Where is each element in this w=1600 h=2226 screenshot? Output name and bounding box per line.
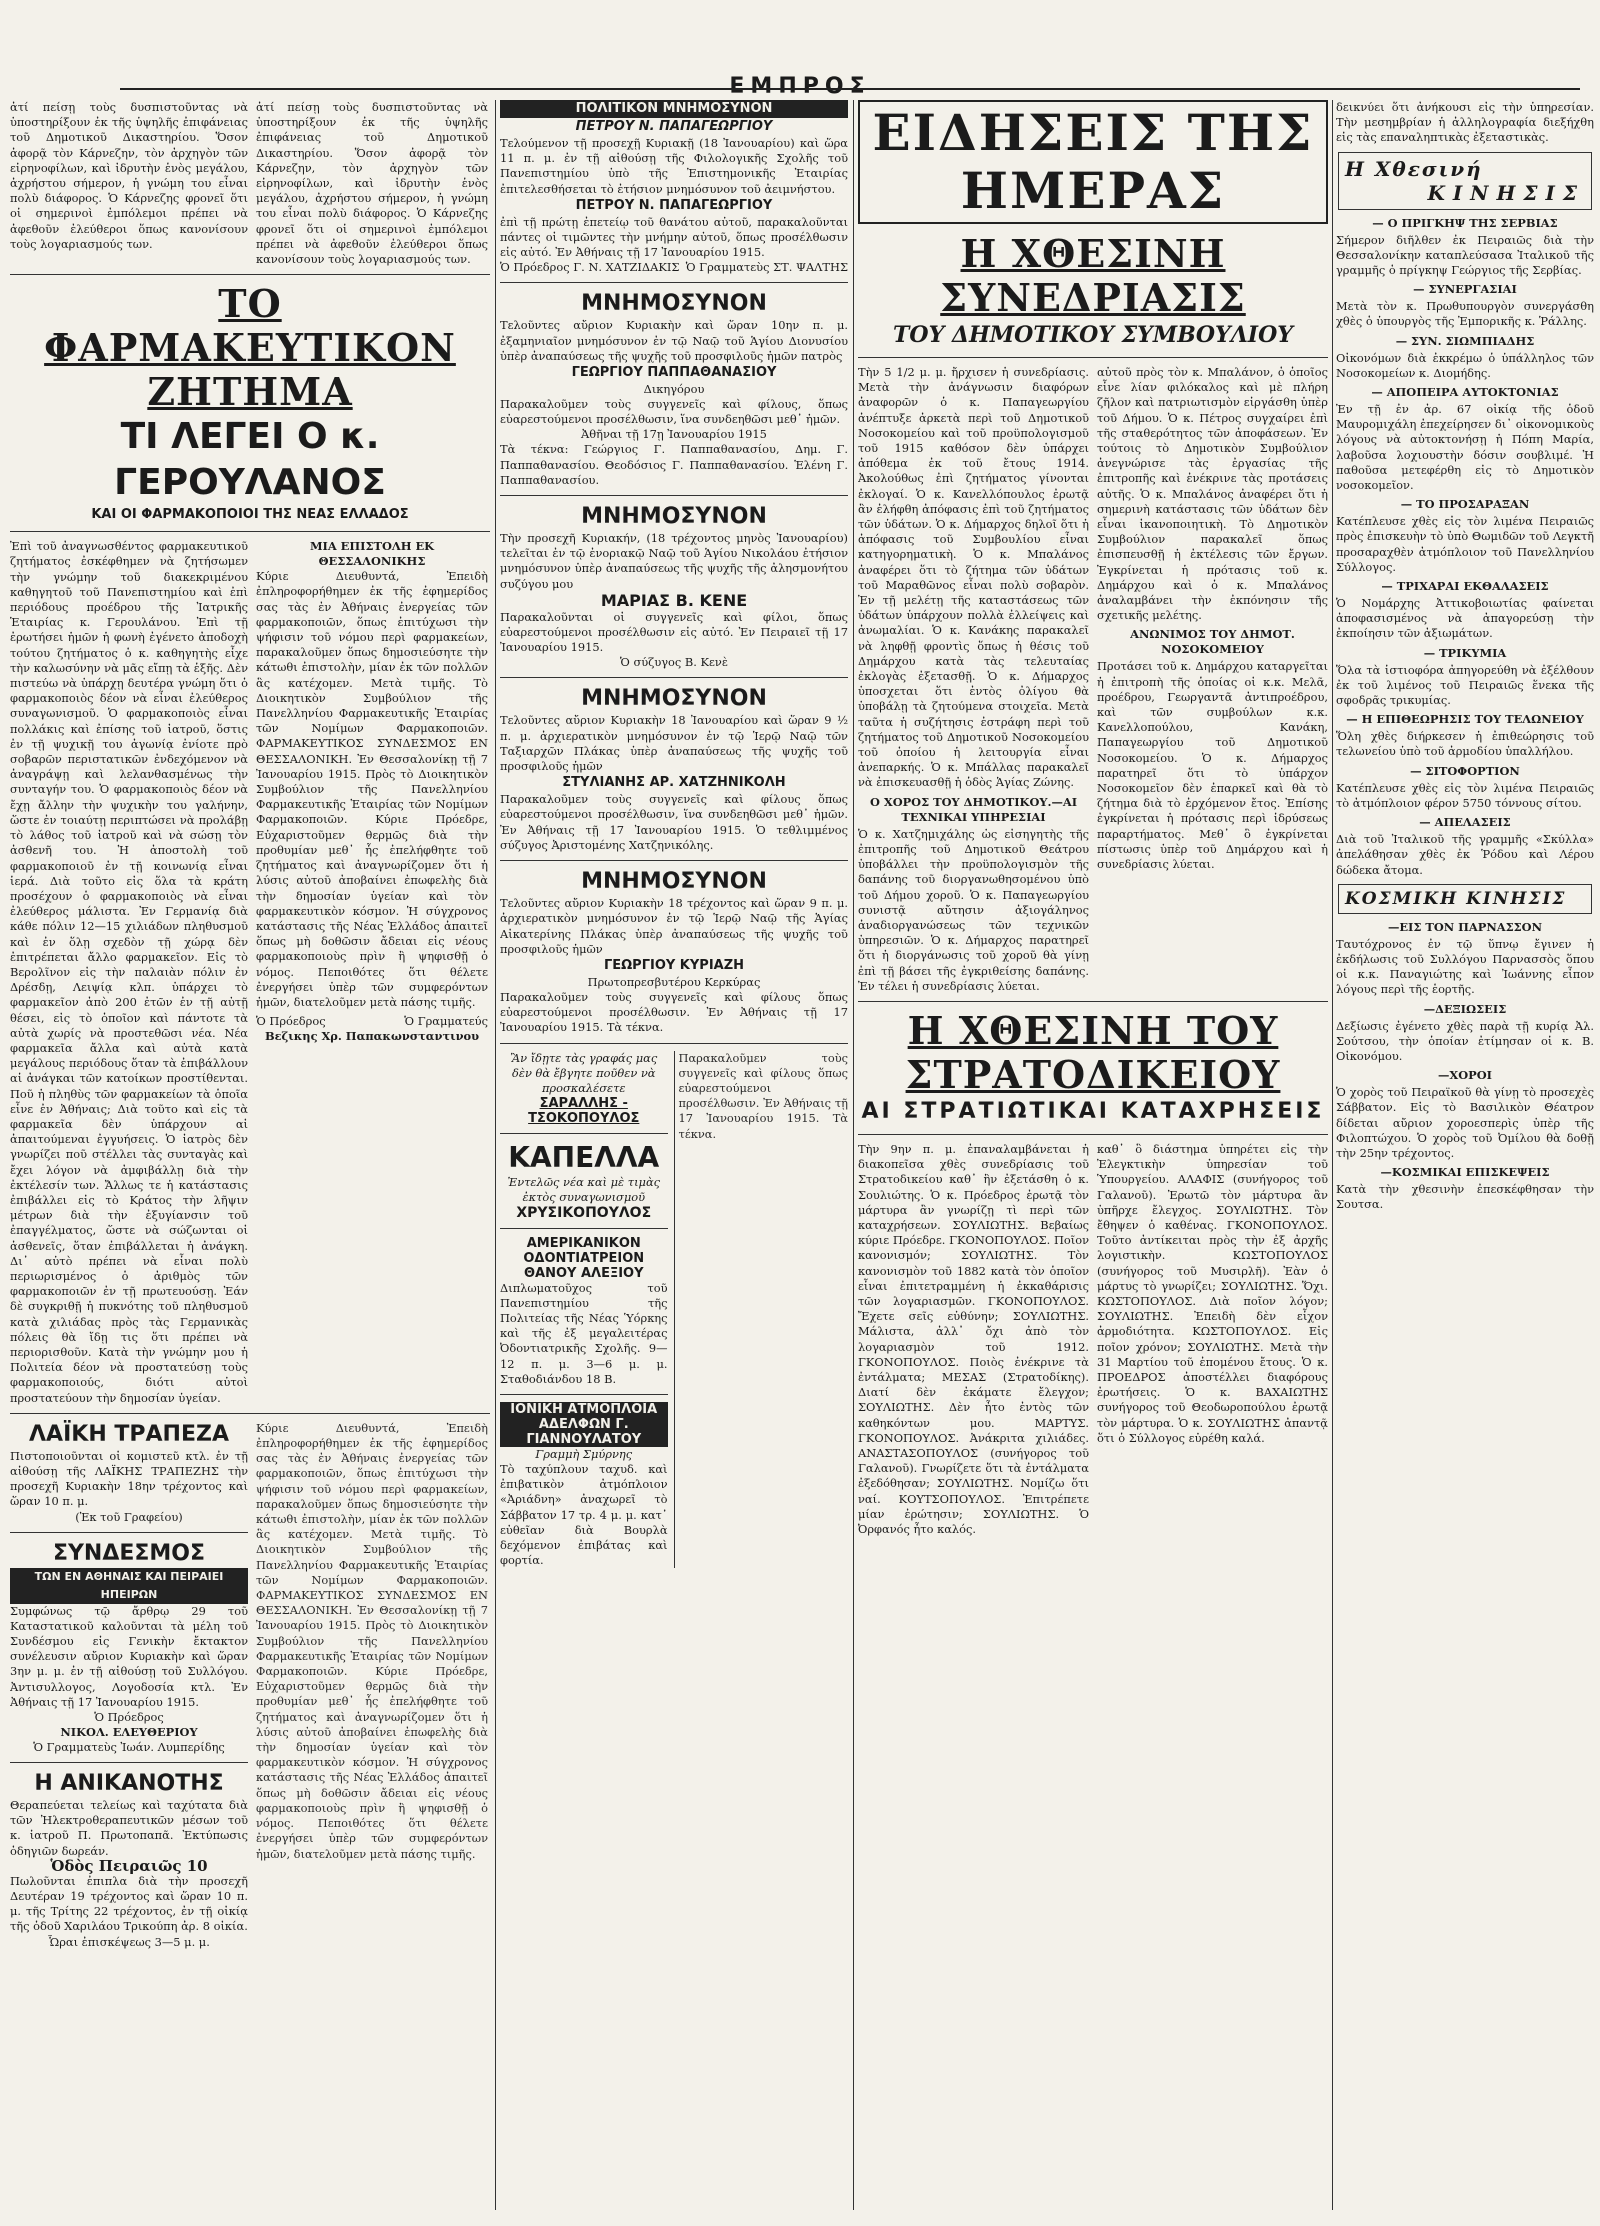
- news-item-text: Κατὰ τὴν χθεσινὴν ἐπεσκέφθησαν τὴν Σουτσα.: [1336, 1182, 1594, 1212]
- memorial-4-text-2: Παρακαλοῦμεν τοὺς συγγενεῖς καὶ φίλους ὅπως εὐαρεστούμενοι προσέλθωσιν, ἵνα συνδεηθῶσι μεθ᾽ ἡμῶν. Ἐν Ἀθήναις τῇ 17 Ἰανουαρίου 1915. Ὁ τεθλιμμένος σύζυγος Ἀριστομένης Χατζηνικόλης.: [500, 792, 848, 852]
- memorial-4-title: ΜΝΗΜΟΣΥΝΟΝ: [581, 686, 767, 712]
- ad-3-title: ΑΜΕΡΙΚΑΝΙΚΟΝ ΟΔΟΝΤΙΑΤΡΕΙΟΝ ΘΑΝΟΥ ΑΛΕΞΙΟΥ: [523, 1235, 645, 1281]
- column-4: [1336, 100, 1594, 2210]
- news-item-text: Κατέπλευσε χθὲς εἰς τὸν λιμένα Πειραιῶς πρὸς ἐπισκευὴν τὸ ὑπὸ Θωμιδῶν τοῦ Λεγκτῆ προσαραχθὲν ἀτμόπλοιον τοῦ Πανελληνίου Σύλλογος.: [1336, 514, 1594, 574]
- council-article-left-2: Ὁ κ. Χατζημιχάλης ὡς εἰσηγητὴς τῆς ἐπιτροπῆς τοῦ Δημοτικοῦ Θεάτρου ὑποβάλλει τὴν προϋπολογισμὸν τῆς δαπάνης τοῦ διοργανωθησομένου ὑπὸ τοῦ Δήμου χοροῦ. Ὁ κ. Παπαγεωργίου συνιστᾷ αὔτησιν ἀξιογάληνος ἀναδιοργανώσεως τῶν τεχνικῶν ὑπηρεσιῶν. Ὁ κ. Δήμαρχος παρατηρεῖ ὅτι ἡ διοργάνωσις τοῦ χοροῦ θὰ γίνῃ ἐπὶ τῇ βάσει τῆς ἐγκριθείσης δαπάνης. Ἐν τέλει ἡ συνεδρίασις λύεται.: [858, 826, 1089, 993]
- memorial-1-sign-right: Ὁ Γραμματεὺς ΣΤ. ΨΑΛΤΗΣ: [685, 260, 848, 275]
- news-item-heading: — Η ΕΠΙΘΕΩΡΗΣΙΣ ΤΟΥ ΤΕΛΩΝΕΙΟΥ: [1346, 712, 1584, 727]
- masthead: [0, 0, 1600, 98]
- news-item-heading: —ΚΟΣΜΙΚΑΙ ΕΠΙΣΚΕΨΕΙΣ: [1380, 1165, 1550, 1180]
- news-item-heading: — Ο ΠΡΙΓΚΗΨ ΤΗΣ ΣΕΡΒΙΑΣ: [1372, 215, 1558, 230]
- section-heading-box: [1338, 152, 1592, 210]
- news-items: [1336, 216, 1594, 878]
- memorial-5-role: Πρωτοπρεσβυτέρου Κερκύρας: [587, 974, 761, 989]
- pharma-article-right-continued: Κύριε Διευθυντά, Ἐπειδὴ ἐπληροφορήθημεν ἐκ τῆς ἐφημερίδος σας τὰς ἐν Ἀθήναις ἐνεργείας τῶν φαρμακοποιῶν, ὅπως ἐπιτύχωσι τὴν ψήφισιν τοῦ νόμου περὶ φαρμακείων, παρακαλοῦμεν ὅπως δημοσιεύσητε τὴν κάτωθι ἐπιστολὴν, μίαν ἐκ τῶν πολλῶν ἃς κατέχομεν. Μετὰ τιμῆς. Τὸ Διοικητικὸν Συμβούλιον τῆς Πανελληνίου Φαρμακευτικῆς Ἑταιρίας τῶν Νομίμων Φαρμακοποιῶν. ΦΑΡΜΑΚΕΥΤΙΚΟΣ ΣΥΝΔΕΣΜΟΣ ΕΝ ΘΕΣΣΑΛΟΝΙΚΗ. Ἐν Θεσσαλονίκῃ τῇ 7 Ἰανουαρίου 1915. Πρὸς τὸ Διοικητικὸν Συμβούλιον τῆς Πανελληνίου Φαρμακευτικῆς Ἑταιρίας τῶν Νομίμων Φαρμακοποιῶν. Κύριε Πρόεδρε, Εὐχαριστοῦμεν θερμῶς διὰ τὴν προθυμίαν μεθ᾽ ἧς ἐπελήφθητε τοῦ ζητήματος καὶ ἀναγνωρίζομεν ὅτι ἡ λύσις αὐτοῦ ἀποβαίνει ἐπωφελὴς διὰ τὴν δημοσίαν ὑγείαν καὶ τὸν φαρμακευτικὸν κόσμον. Ἡ σύγχρονος κατάστασις τῆς Νέας Ἑλλάδος ἀπαιτεῖ ὅπως μὴ δοθῶσιν ἄδειαι εἰς νέους φαρμακοποιοὺς πρὶν ἢ ψηφισθῇ ὁ νόμος. Πεποιθότες ὅτι θέλετε ἐνεργήσει ὑπὲρ τῶν συμφερόντων ἡμῶν, διατελοῦμεν μετὰ πάσης τιμῆς.: [256, 1420, 488, 1861]
- ad-bank-title: ΛΑΪΚΗ ΤΡΑΠΕΖΑ: [29, 1421, 229, 1447]
- memorial-2-sign: Τὰ τέκνα: Γεώργιος Γ. Παππαθανασίου, Δημ. Γ. Παππαθανασίου. Θεοδόσιος Γ. Παππαθανασίου. Ἑλένη Γ. Παππαθανασίου.: [500, 442, 848, 487]
- memorial-1-name: ΠΕΤΡΟΥ Ν. ΠΑΠΑΓΕΩΡΓΙΟΥ: [575, 119, 773, 134]
- memorial-1-name-2: ΠΕΤΡΟΥ Ν. ΠΑΠΑΓΕΩΡΓΙΟΥ: [575, 197, 773, 213]
- subhead-pharma-2: ΚΑΙ ΟΙ ΦΑΡΜΑΚΟΠΟΙΟΙ ΤΗΣ ΝΕΑΣ ΕΛΛΑΔΟΣ: [91, 507, 409, 523]
- column-4-continuation: δεικνύει ὅτι ἀνήκουσι εἰς τὴν ὑπηρεσίαν. Τὴν μεσημβρίαν ἡ ἀλληλογραφία διεξήχθη εἰς τὰς επαναληπτικὰς ἐξεταστικὰς.: [1336, 100, 1594, 145]
- council-left-subheading: Ο ΧΟΡΟΣ ΤΟΥ ΔΗΜΟΤΙΚΟΥ.—ΑΙ ΤΕΧΝΙΚΑΙ ΥΠΗΡΕΣΙΑΙ: [869, 794, 1078, 824]
- ad-incap-title: Η ΑΝΙΚΑΝΟΤΗΣ: [34, 1771, 224, 1797]
- memorial-5-text-continued: Παρακαλοῦμεν τοὺς συγγενεῖς καὶ φίλους ὅπως εὐαρεστούμενοι προσέλθωσιν. Ἐν Ἀθήναις τῇ 17 Ἰανουαρίου 1915. Τὰ τέκνα.: [678, 1050, 848, 1141]
- section-heading-2: ΚΙΝΗΣΙΣ: [1427, 180, 1585, 205]
- news-item-text: Σήμερον διῆλθεν ἐκ Πειραιῶς διὰ τὴν Θεσσαλονίκην καταπλεύσασα Ἰταλικοῦ τῆς γραμμῆς ὁ πρίγκηψ Γεώργιος τῆς Σερβίας.: [1336, 232, 1594, 278]
- memorial-1-text: Τελούμενον τῇ προσεχῇ Κυριακῇ (18 Ἰανουαρίου) καὶ ὥρα 11 π. μ. ἐν τῇ αἰθούσῃ τῆς Φιλολογικῆς Σχολῆς τοῦ Πανεπιστημίου ὑπὸ τῆς Ἐπιστημονικῆς Ἑταιρίας ἐπιτελεσθήσεται τὸ ἐτήσιον μνημόσυνον τοῦ ἀειμνήστου.: [500, 136, 848, 196]
- social-items: [1336, 920, 1594, 1213]
- column-rule: [495, 100, 496, 2210]
- council-article-left: Τὴν 5 1/2 μ. μ. ἤρχισεν ἡ συνεδρίασις. Μετὰ τὴν ἀνάγνωσιν διαφόρων ἀναφορῶν ὁ κ. Παπαγεωργίου ἀνέπτυξε ἀρκετὰ περὶ τοῦ Δημοτικοῦ Νοσοκομείου καὶ τοῦ προϋπολογισμοῦ τοῦ 1915 καθόσον δὲν ὑπάρχει ἀπόθεμα ἐκ τοῦ ἔτους 1914. Ἀκολούθως ἐπὶ ζητήματος γίνονται ἐκλογαί. Ὁ κ. Κανελλόπουλος ἐρωτᾷ ἂν ἐλήφθη ἀπόφασις ἐπὶ τοῦ ζητήματος τῶν ὑδάτων. Ὁ κ. Δήμαρχος δηλοῖ ὅτι ἡ ἀπόφασις τοῦ Συμβουλίου εἶναι κατηγορηματικὴ. Ὁ κ. Μπαλάνος ἀναφέρει ὅτι τὸ ζήτημα τῶν ὑδάτων τοῦ Μαραθῶνος εἶναι πολὺ σοβαρὸν. Ἐν τῇ μελέτῃ τῆς καταστάσεως τῶν ὑδάτων ὑπάρχουν πολλὰ ἐλλείψεις καὶ ἀνωμαλίαι. Ὁ κ. Κανάκης παρακαλεῖ νὰ ληφθῇ φροντὶς ὅπως ἡ θέσις τοῦ Δημάρχου κατὰ τὰς τελευταίας ἐκλογὰς ἐξετασθῇ. Ὁ κ. Δήμαρχος ὑποσχεται ὅτι ἐντὸς ὀλίγου θὰ ὑποβάλῃ τὰ ζητούμενα στοιχεῖα. Μετὰ ταῦτα ἡ συζήτησις ἐστράφη περὶ τοῦ ζητήματος τοῦ Δημοτικοῦ Νοσοκομείου τοῦ ὁποίου ἡ λειτουργία εἶναι ἀνεπαρκής. Ὁ κ. Μπάλλας παρακαλεῖ νὰ ἐπισκευασθῇ ἡ ὁδὸς Ἁγίας Ζώνης.: [858, 365, 1089, 790]
- court-headline: Η ΧΘΕΣΙΝΗ ΤΟΥ ΣΤΡΑΤΟΔΙΚΕΙΟΥ: [905, 1007, 1281, 1097]
- council-right-subheading: ΑΝΩΝΙΜΟΣ ΤΟΥ ΔΗΜΟΤ. ΝΟΣΟΚΟΜΕΙΟΥ: [1130, 627, 1295, 657]
- memorial-2-text: Τελοῦντες αὔριον Κυριακὴν καὶ ὥραν 10ην π. μ. ἐξαμηνιαῖον μνημόσυνον ἐν τῷ Ναῷ τοῦ Ἁγίου Διονυσίου ὑπὲρ ἀναπαύσεως τῆς ψυχῆς τοῦ προσφιλοῦς ἡμῶν πατρὸς: [500, 318, 848, 363]
- masthead-rule: [120, 88, 1580, 90]
- social-heading: ΚΟΣΜΙΚΗ ΚΙΝΗΣΙΣ: [1345, 888, 1567, 909]
- news-item-text: Δεξίωσις ἐγένετο χθὲς παρὰ τῇ κυρίᾳ Ἀλ. Σούτσου, τὴν ὁποίαν ἐτίμησαν οἱ κ. Β. Οἰκονόμου.: [1336, 1018, 1594, 1063]
- news-item-text: Οἰκονόμων διὰ ἐκκρέμω ὁ ὑπάλληλος τῶν Νοσοκομείων κ. Διομήδης.: [1336, 350, 1594, 380]
- memorial-5-text-2: Παρακαλοῦμεν τοὺς συγγενεῖς καὶ φίλους ὅπως εὐαρεστούμενοι προσέλθωσιν. Ἐν Ἀθήναις τῇ 17 Ἰανουαρίου 1915. Τὰ τέκνα.: [500, 989, 848, 1035]
- headline-pharma: ΤΟ ΦΑΡΜΑΚΕΥΤΙΚΟΝ ΖΗΤΗΜΑ: [44, 281, 456, 415]
- pharma-article-left: Ἐπὶ τοῦ ἀναγνωσθέντος φαρμακευτικοῦ ζητήματος ἐσκέφθημεν νὰ ζητήσωμεν τὴν γνώμην τοῦ διακεκριμένου καθηγητοῦ τοῦ Πανεπιστημίου καὶ ἐπὶ περιόδους προέδρου τῆς Ἰατρικῆς Ἑταιρίας κ. Γερουλάνου. Ἐπὶ τῇ ἐρωτήσει ἡμῶν ἡ φωνὴ ἐγένετο ἀποδοχὴ τούτου ζητήματος ὁ κ. καθηγητὴς εἶχε τὴν καλωσύνην νὰ μᾶς εἴπῃ τὰ ἑξῆς. Δὲν πιστεύω νὰ ὑπάρχῃ δευτέρα γνώμη ὅτι ὁ φαρμακοποιὸς δέον νὰ εἶναι ἐλεύθερος συναγωνισμοῦ. Ὁ φαρμακοποιὸς εἶναι πολλάκις καὶ ἐπίσης τοῦ ἰατροῦ, ὅστις ἐν τῇ ψυχικῇ του ἀγωνίᾳ ἐνίοτε πρὸ σοβαρῶν περιστατικῶν ἐνδεχόμενον νὰ ἀναγράψῃ καὶ λελανθασμένως τὴν συνταγήν του. Ὁ φαρμακοποιὸς δέον νὰ ἔχῃ ἄλλην τὴν ψυχικὴν του γαλήνην, ὥστε ἐν τοιαύτῃ περιπτώσει νὰ προλάβῃ τὸ λάθος τοῦ ἰατροῦ καὶ νὰ σώσῃ τὸν ἀσθενῆ του. Ἡ ἀποστολὴ τοῦ φαρμακοποιοῦ ἐν τῇ κοινωνίᾳ εἶναι ἱερά. Διὰ τοῦτο εἰς ὅλα τὰ κράτη προσέχουν ὁ φαρμακοποιὸς νὰ εἶναι ἐλεύθερος μάλιστα. Ἐν Γερμανίᾳ διὰ κάθε πόλιν 12—15 χιλιάδων πληθυσμοῦ καὶ ἐν ὅλῃ σχεδὸν τῇ χώρᾳ δὲν ἐπιτρέπεται ἄλλο φαρμακεῖον. Εἰς τὸ Βερολῖνον εἰς τὴν παλαιὰν πόλιν ἐν Δρέσδῃ, Λειψίᾳ κλπ. ὑπάρχει τὸ φαρμακεῖον ἀπὸ 200 ἐτῶν ἐν τῇ αὐτῇ θέσει, εἰς τὸ ὁποῖον καὶ πάντοτε τὰ αὐτὰ χωρίς νὰ προστεθῶσι νέα. Νέα φαρμακεῖα ἄλλα καὶ αὐτὰ κατὰ μεγάλους περιόδους ὅταν τὰ ἐπιβάλλουν αἱ ἀνάγκαι τῶν κατοίκων προστίθενται. Ποῦ ἡ πληθὺς τῶν φαρμακείων τὰ ὁποῖα εἶνε ἐν Ἀθήναις; Διὰ τοῦτο καὶ εἰς τὰ φαρμακεῖα δὲν ὑπάρχουν αἱ ἀπαιτούμεναι ἐγγυήσεις. Ὁ ἰατρὸς δὲν γνωρίζει ποῦ στέλλει τὰς συνταγὰς καὶ ἔχει λόγον νὰ ἀμφιβάλλῃ διὰ τὴν ἐκτέλεσίν των. Ἄλλως τε ἡ κατάστασις ἐπιβάλλει εἰς τὸ Κράτος τὴν λῆψιν μέτρων διὰ τὴν ἐξυγίανσιν τοῦ ἐπαγγέλματος, ὥστε νὰ σώζωνται οἱ ἀσθενεῖς, ὅταν ἐπιβάλλεται ἡ ἀνάγκη. Δι᾽ αὐτὸ πρέπει νὰ εἶναι πολὺ περιωρισμένος ὁ ἀριθμὸς τῶν φαρμακοποιῶν ἐν τῇ πρωτευούσῃ. Ἐάν δὲ συγκριθῇ ἡ πυκνότης τοῦ πληθυσμοῦ κατὰ χιλιάδας πρὸς τὰς Γερμανικὰς πόλεις θὰ ἴδῃ τις ὅτι πρέπει νὰ περιορισθοῦν. Κατὰ τὴν γνώμην μου ἡ Πολιτεία δέον νὰ προστατεύσῃ τοὺς φαρμακοποιούς, διότι αὐτοὶ προστατεύουν τὴν δημοσίαν ὑγείαν.: [10, 539, 248, 1405]
- court-article-left: Τὴν 9ην π. μ. ἐπαναλαμβάνεται ἡ διακοπεῖσα χθὲς συνεδρίασις τοῦ Στρατοδικείου καθ᾽ ἣν ἐξετάσθη ὁ κ. Σουλιώτης. Ὁ κ. Πρόεδρος ἐρωτᾷ τὸν μάρτυρα ἂν γνωρίζῃ τὶ περὶ τῶν καταχρήσεων. ΣΟΥΛΙΩΤΗΣ. Βεβαίως κύριε Πρόεδρε. ΓΚΟΝΟΠΟΥΛΟΣ. Ποῖον κανονισμόν; ΣΟΥΛΙΩΤΗΣ. Τὸν κανονισμὸν τοῦ 1882 κατὰ τὸν ὁποῖον εἶναι ἐπιτετραμμένη ἡ ἐκκαθάρισις τῶν λογαριασμῶν. ΓΚΟΝΟΠΟΥΛΟΣ. Ἔχετε σεῖς εὐθύνην; ΣΟΥΛΙΩΤΗΣ. Μάλιστα, ἀλλ᾽ ὄχι ἀπὸ τὸν λογαριασμὸν τοῦ 1912. ΓΚΟΝΟΠΟΥΛΟΣ. Ποιὸς ἐνέκρινε τὰ ἐντάλματα; ΜΕΣΑΣ (Στρατοδίκης). Διατί δὲν ἐκάματε ἔλεγχον; ΣΟΥΛΙΩΤΗΣ. Δὲν ἦτο ἐντὸς τῶν καθηκόντων μου. ΜΑΡΤΥΣ. ΓΚΟΝΟΠΟΥΛΟΣ. Ἀνάκριτα χιλιάδες. ΑΝΑΣΤΑΣΟΠΟΥΛΟΣ (συνήγορος τοῦ Γαλανοῦ). Γνωρίζετε ὅτι τὰ ἐντάλματα ἐξεδόθησαν; ΣΟΥΛΙΩΤΗΣ. Νομίζω ὅτι ναί. ΚΟΥΤΣΟΠΟΥΛΟΣ. Ἐπιτρέπετε μίαν ἐρώτησιν; ΣΟΥΛΙΩΤΗΣ. Ὁ Ὀρφανός ἦτο καλός.: [858, 1141, 1089, 1536]
- news-item-heading: — ΣΥΝ. ΣΙΩΜΠΙΑΔΗΣ: [1395, 333, 1535, 348]
- ad-incap-address: Ὁδὸς Πειραιῶς 10: [50, 1856, 208, 1875]
- court-article-right: καθ᾽ ὃ διάστημα ὑπηρέτει εἰς τὴν Ἐλεγκτικὴν ὑπηρεσίαν τοῦ Ὑπουργείου. ΑΛΑΦΙΣ (συνήγορος τοῦ Γαλανοῦ). Ἐρωτῶ τὸν μάρτυρα ἂν ὑπῆρχε ἔλεγχος. ΣΟΥΛΙΩΤΗΣ. Τὸν ἔθηψεν ὁ καθένας. ΓΚΟΝΟΠΟΥΛΟΣ. Τοῦτο ἀντίκειται πρὸς τὴν ἐξ ἀρχῆς λογιστικὴν. ΚΩΣΤΟΠΟΥΛΟΣ (συνήγορος τοῦ Μυσιρλῆ). Ἐὰν ὁ μάρτυς τὸ γνωρίζει; ΣΟΥΛΙΩΤΗΣ. Ὅχι. ΚΩΣΤΟΠΟΥΛΟΣ. Διὰ ποῖον λόγον; ΣΟΥΛΙΩΤΗΣ. Ἐπειδὴ δὲν εἶχον ἀρμοδιότητα. ΚΩΣΤΟΠΟΥΛΟΣ. Εἰς ποῖον χρόνον; ΣΟΥΛΙΩΤΗΣ. Μετὰ τὴν 31 Μαρτίου τοῦ ἐπομένου ἔτους. Ὁ κ. ΠΡΟΕΔΡΟΣ ἀποστέλλει διαφόρους ἐρωτήσεις. Ὁ κ. ΒΑΧΑΙΩΤΗΣ συνήγορος τοῦ Θεοδωροπούλου ἐρωτᾷ τὸν μάρτυρα. Ὁ κ. ΣΟΥΛΙΩΤΗΣ ἀπαντᾷ ὅτι ὁ Σύλλογος εὐρέθη καλά.: [1097, 1141, 1328, 1445]
- letter-heading: ΜΙΑ ΕΠΙΣΤΟΛΗ ΕΚ ΘΕΣΣΑΛΟΝΙΚΗΣ: [309, 539, 435, 569]
- column-rule: [1332, 100, 1333, 2210]
- memorial-3-title: ΜΝΗΜΟΣΥΝΟΝ: [581, 504, 767, 530]
- memorial-2-role: Δικηγόρου: [643, 382, 705, 397]
- column-1: [10, 100, 490, 2210]
- news-item-heading: —ΕΙΣ ΤΟΝ ΠΑΡΝΑΣΣΟΝ: [1387, 919, 1543, 934]
- memorial-5-title: ΜΝΗΜΟΣΥΝΟΝ: [581, 869, 767, 895]
- signature-president: Ὁ Πρόεδρος: [256, 1014, 326, 1029]
- memorial-2-name: ΓΕΩΡΓΙΟΥ ΠΑΠΠΑΘΑΝΑΣΙΟΥ: [571, 365, 777, 381]
- council-headline: Η ΧΘΕΣΙΝΗ ΣΥΝΕΔΡΙΑΣΙΣ: [940, 231, 1246, 320]
- social-heading-box: [1338, 884, 1592, 914]
- news-item-heading: — ΑΠΕΛΑΣΕΙΣ: [1419, 815, 1511, 830]
- ad-union-title: ΣΥΝΔΕΣΜΟΣ: [52, 1540, 206, 1566]
- memorial-3-sign: Ὁ σύζυγος Β. Κενὲ: [620, 655, 728, 670]
- ad-1-text: Ἂν ἴδῃτε τὰς γραφάς μας δὲν θὰ ἔβγητε ποῦθεν νὰ προσκαλέσετε: [510, 1050, 658, 1095]
- council-article-right-2: Προτάσει τοῦ κ. Δημάρχου καταργεῖται ἡ ἐπιτροπὴ τῆς ὁποίας οἱ κ.κ. Μελᾶ, προέδρου, Γεωργαντᾶ ἀντιπροέδρου, καὶ τῶν συμβούλων κ.κ. Κανελλοπούλου, Κανάκη, Παπαγεωργίου τοῦ Δημοτικοῦ Νοσοκομείου. Ὁ κ. Δήμαρχος παρατηρεῖ ὅτι τὸ ὑπάρχον Νοσοκομεῖον δὲν ἐπαρκεῖ καὶ θὰ τὸ ζήτημα διὰ τὸ ἐρχόμενον ἔτος. Ἐπίσης ἐγκρίνεται ἡ πρότασις περὶ ἱδρύσεως παραρτήματος. Μεθ᾽ ὃ ἐγκρίνεται πίστωσις ὑπὲρ τοῦ Δημάρχου καὶ ἡ συνεδρίασις λύεται.: [1097, 659, 1328, 872]
- column-rule: [853, 100, 854, 2210]
- news-item-text: Ὅλα τὰ ἱστιοφόρα ἀπηγορεύθη νὰ ἐξέλθουν ἐκ τοῦ λιμένος τοῦ Πειραιῶς ἕνεκα τῆς σφοδρᾶς τρικυμίας.: [1336, 662, 1594, 708]
- ad-incap-text: Θεραπεύεται τελείως καὶ ταχύτατα διὰ τῶν Ἠλεκτροθεραπευτικῶν μέσων τοῦ κ. ἰατροῦ Π. Πρωτοπαπᾶ. Ἐκτύπωσις ὁδηγιῶν δωρεάν.: [10, 1798, 248, 1858]
- article-continuation: ἀτί πείσῃ τοὺς δυσπιστοῦντας νὰ ὑποστηρίξουν ἐκ τῆς ὑψηλῆς ἐπιφάνειας τοῦ Δημοτικοῦ Δικαστηρίου. Ὅσον ἀφορᾷ τὸν Κάρνεζην, τὸν ἀρχηγὸν τῶν εἰρηνοφίλων, καὶ ἰδρυτὴν ἑνὸς μεγάλου, ἀχρήστου σήμερον, ἡ γνώμη του εἶναι πολὺ διάφορος. Ὁ Κάρνεζης φρονεῖ ὅτι οἱ σημερινοὶ ἐμπόλεμοι πρέπει νὰ ἀφεθοῦν ἐλεύθεροι ὅπως κανονίσουν τοὺς λογαριασμούς των.: [10, 100, 248, 251]
- ad-incap-hours: Ὧραι ἐπισκέψεως 3—5 μ. μ.: [48, 1934, 210, 1949]
- ad-2-name: ΧΡΥΣΙΚΟΠΟΥΛΟΣ: [516, 1204, 652, 1221]
- memorial-5-name: ΓΕΩΡΓΙΟΥ ΚΥΡΙΑΖΗ: [603, 957, 745, 973]
- memorial-2-date: Ἀθῆναι τῇ 17ῃ Ἰανουαρίου 1915: [581, 427, 767, 442]
- news-item-text: Ἐν τῇ ἐν ἀρ. 67 οἰκίᾳ τῆς ὁδοῦ Μαυρομιχάλη ἐπεχείρησεν δι᾽ οἰκονομικοὺς λόγους νὰ αὐτοκτονήσῃ ἡ Πόπη Μαρία, λαβοῦσα λοχιουστὴν δόσιν σουβλιμέ. Ἡ παθοῦσα μετεφέρθη εἰς τὸ Δημοτικὸν νοσοκομεῖον.: [1336, 402, 1594, 493]
- ad-incap-text-2: Πωλοῦνται ἐπιπλα διὰ τὴν προσεχῆ Δευτέραν 19 τρέχοντος καὶ ὥραν 10 π. μ. τῆς Τρίτης 22 τρέχοντος, ἐν τῇ οἰκίᾳ τῆς ὁδοῦ Χαριλάου Τρικούπη ἀρ. 8 οἰκία.: [10, 1873, 248, 1934]
- council-article-right: αὐτοῦ πρὸς τὸν κ. Μπαλάνον, ὁ ὁποῖος εἶνε λίαν φιλόκαλος καὶ μὲ πλήρη ζῆλον καὶ πατριωτισμὸν εἰργάσθη ὑπὲρ τοῦ Δήμου. Ὁ κ. Πέτρος συγχαίρει ἐπὶ τῆς σταθερότητος τῶν ἀποφάσεων. Ἐν τούτοις τὸ Δημοτικὸν Συμβούλιον ἀνεγνώρισε τὰς ἐργασίας τῆς ἐπιτροπῆς καὶ ἐνέκρινε τὰς προτάσεις αὐτῆς. Ὁ κ. Μπαλάνος ἀναφέρει ὅτι ἡ σημερινὴ κατάστασις τῶν ὑδάτων δὲν εἶναι ἱκανοποιητικὴ. Τὸ Δημοτικὸν Συμβούλιον παρακαλεῖ ὅπως ἐπισπευσθῇ ἡ ἐκτέλεσις τῶν ἔργων. Ἐγκρίνεται ἡ πρότασις τοῦ κ. Δημάρχου καὶ ὁ κ. Μπαλάνος ἀναλαμβάνει τὴν ἐκπόνησιν τῆς σχετικῆς μελέτης.: [1097, 365, 1328, 623]
- news-item-text: Κατέπλευσε χθὲς εἰς τὸν λιμένα Πειραιῶς τὸ ἀτμόπλοιον φέρον 5750 τόννους σίτου.: [1336, 780, 1594, 810]
- signature-names: Βεζικης Χρ. Παπακωνσταντινου: [264, 1029, 480, 1044]
- ad-4-text: Τὸ ταχύπλουν ταχυδ. καὶ ἐπιβατικὸν ἀτμόπλοιον «Ἀριάδνη» ἀναχωρεῖ τὸ Σάββατον 17 τρ. 4 μ. μ. κατ᾽ εὐθεῖαν διὰ Βουρλὰ δεχόμενον ἐπιβάτας καὶ φορτία.: [500, 1461, 668, 1568]
- ad-union-sign-name: ΝΙΚΟΛ. ΕΛΕΥΘΕΡΙΟΥ: [60, 1725, 198, 1740]
- ad-union-subtitle: ΤΩΝ ΕΝ ΑΘΗΝΑΙΣ ΚΑΙ ΠΕΙΡΑΙΕΙ ΗΠΕΙΡΩΝ: [10, 1568, 248, 1604]
- news-item-text: Διὰ τοῦ Ἰταλικοῦ τῆς γραμμῆς «Σκύλλα» ἀπελάθησαν χθὲς ἐκ Ῥόδου καὶ Λέρου δώδεκα ἄτομα.: [1336, 832, 1594, 877]
- ad-2-title: ΚΑΠΕΛΛΑ: [508, 1140, 660, 1174]
- memorial-1-heading: ΠΟΛΙΤΙΚΟΝ ΜΝΗΜΟΣΥΝΟΝ: [500, 100, 848, 118]
- column-3: [858, 100, 1328, 2210]
- news-item-text: Ὅλη χθὲς διήρκεσεν ἡ ἐπιθεώρησις τοῦ τελωνείου ὑπὸ τοῦ ἀρμοδίου ὑπαλλήλου.: [1336, 729, 1594, 759]
- memorial-2-title: ΜΝΗΜΟΣΥΝΟΝ: [581, 291, 767, 317]
- ad-4-title: ΙΟΝΙΚΗ ΑΤΜΟΠΛΟΪΑ ΑΔΕΛΦΩΝ Γ. ΓΙΑΝΝΟΥΛΑΤΟΥ: [500, 1402, 668, 1447]
- ad-3-text: Διπλωματοῦχος τοῦ Πανεπιστημίου τῆς Πολιτείας τῆς Νέας Ὑόρκης καὶ τῆς ἐξ μεγαλειτέρας Ὀδοντιατρικῆς Σχολῆς. 9—12 π. μ. 3—6 μ. μ. Σταθοδιάνδου 18 Β.: [500, 1280, 668, 1386]
- pharma-article-right: Κύριε Διευθυντά, Ἐπειδὴ ἐπληροφορήθημεν ἐκ τῆς ἐφημερίδος σας τὰς ἐν Ἀθήναις ἐνεργείας τῶν φαρμακοποιῶν, ὅπως ἐπιτύχωσι τὴν ψήφισιν τοῦ νόμου περὶ φαρμακείων, παρακαλοῦμεν ὅπως δημοσιεύσητε τὴν κάτωθι ἐπιστολὴν, μίαν ἐκ τῶν πολλῶν ἃς κατέχομεν. Μετὰ τιμῆς. Τὸ Διοικητικὸν Συμβούλιον τῆς Πανελληνίου Φαρμακευτικῆς Ἑταιρίας τῶν Νομίμων Φαρμακοποιῶν. ΦΑΡΜΑΚΕΥΤΙΚΟΣ ΣΥΝΔΕΣΜΟΣ ΕΝ ΘΕΣΣΑΛΟΝΙΚΗ. Ἐν Θεσσαλονίκῃ τῇ 7 Ἰανουαρίου 1915. Πρὸς τὸ Διοικητικὸν Συμβούλιον τῆς Πανελληνίου Φαρμακευτικῆς Ἑταιρίας τῶν Νομίμων Φαρμακοποιῶν. Κύριε Πρόεδρε, Εὐχαριστοῦμεν θερμῶς διὰ τὴν προθυμίαν μεθ᾽ ἧς ἐπελήφθητε τοῦ ζητήματος καὶ ἀναγνωρίζομεν ὅτι ἡ λύσις αὐτοῦ ἀποβαίνει ἐπωφελὴς διὰ τὴν δημοσίαν ὑγείαν καὶ τὸν φαρμακευτικὸν κόσμον. Ἡ σύγχρονος κατάστασις τῆς Νέας Ἑλλάδος ἀπαιτεῖ ὅπως μὴ δοθῶσιν ἄδειαι εἰς νέους φαρμακοποιοὺς πρὶν ἢ ψηφισθῇ ὁ νόμος. Πεποιθότες ὅτι θέλετε ἐνεργήσει ὑπὲρ τῶν συμφερόντων ἡμῶν, διατελοῦμεν μετὰ πάσης τιμῆς.: [256, 569, 488, 1009]
- ad-1-name: ΣΑΡΑΛΛΗΣ - ΤΣΟΚΟΠΟΥΛΟΣ: [528, 1095, 640, 1126]
- memorial-3-text-2: Παρακαλοῦνται οἱ συγγενεῖς καὶ φίλοι, ὅπως εὐαρεστούμενοι προσέλθωσιν εἰς αὐτό. Ἐν Πειραιεῖ τῇ 17 Ἰανουαρίου 1915.: [500, 609, 848, 655]
- news-item-heading: — ΑΠΟΠΕΙΡΑ ΑΥΤΟΚΤΟΝΙΑΣ: [1371, 385, 1559, 400]
- memorial-4-text: Τελοῦντες αὔριον Κυριακὴν 18 Ἰανουαρίου καὶ ὥραν 9 ½ π. μ. ἀρχιερατικὸν μνημόσυνον ἐν τῷ Ἱερῷ Ναῷ τῶν Ταξιαρχῶν Πλάκας ὑπὲρ ἀναπαύσεως τῆς ψυχῆς τοῦ προσφιλοῦς ἡμῶν: [500, 713, 848, 774]
- column-2: [500, 100, 848, 2210]
- ad-union-sign-right: Ὁ Γραμματεὺς Ἰωάν. Λυμπερίδης: [33, 1740, 225, 1755]
- memorial-1-text-2: ἐπὶ τῇ πρώτῃ ἐπετείῳ τοῦ θανάτου αὐτοῦ, παρακαλοῦνται πάντες οἱ τιμῶντες τὴν μνήμην αὐτοῦ, ὅπως προσέλθωσιν εἰς αὐτό. Ἐν Ἀθήναις τῇ 17 Ἰανουαρίου 1915.: [500, 214, 848, 260]
- ad-bank-sign: (Ἐκ τοῦ Γραφείου): [75, 1509, 183, 1524]
- ad-4-sub: Γραμμὴ Σμύρνης: [535, 1446, 633, 1461]
- news-item-heading: — ΤΡΙΧΑΡΑΙ ΕΚΘΑΛΑΣΕΙΣ: [1381, 579, 1549, 594]
- news-item-heading: — ΣΙΤΟΦΟΡΤΙΟΝ: [1410, 763, 1520, 778]
- article-continuation-2: ἀτί πείσῃ τοὺς δυσπιστοῦντας νὰ ὑποστηρίξουν ἐκ τῆς ὑψηλῆς ἐπιφάνειας τοῦ Δημοτικοῦ Δικαστηρίου. Ὅσον ἀφορᾷ τὸν Κάρνεζην, τὸν ἀρχηγὸν τῶν εἰρηνοφίλων, καὶ ἰδρυτὴν ἑνὸς μεγάλου, ἀχρήστου σήμερον, ἡ γνώμη του εἶναι πολὺ διάφορος. Ὁ Κάρνεζης φρονεῖ ὅτι οἱ σημερινοὶ ἐμπόλεμοι πρέπει νὰ ἀφεθοῦν ἐλεύθεροι ὅπως κανονίσουν τοὺς λογαριασμούς των.: [256, 100, 488, 267]
- subhead-pharma: ΤΙ ΛΕΓΕΙ Ο κ. ΓΕΡΟΥΛΑΝΟΣ: [114, 416, 386, 504]
- memorial-3-name: ΜΑΡΙΑΣ Β. ΚΕΝΕ: [600, 590, 748, 610]
- section-heading: Η Χθεσινή: [1345, 156, 1483, 181]
- news-item-heading: — ΤΟ ΠΡΟΣΑΡΑΞΑΝ: [1400, 497, 1530, 512]
- signature-secretary: Ὁ Γραμματεύς: [404, 1014, 488, 1029]
- ad-union-sign-left: Ὁ Πρόεδρος: [94, 1710, 164, 1725]
- memorial-5-text: Τελοῦντες αὔριον Κυριακὴν 18 τρέχοντος καὶ ὥραν 9 π. μ. ἀρχιερατικὸν μνημόσυνον ἐν τῷ Ἱερῷ Ναῷ τῆς Ἁγίας Αἰκατερίνης Πλάκας ὑπὲρ ἀναπαύσεως τῆς ψυχῆς τοῦ προσφιλοῦς ἡμῶν: [500, 896, 848, 956]
- ad-union-text: Συμφώνως τῷ ἄρθρῳ 29 τοῦ Καταστατικοῦ καλοῦνται τὰ μέλη τοῦ Συνδέσμου εἰς Γενικὴν ἔκτακτον συνέλευσιν αὔριον Κυριακὴν καὶ ὥραν 3ην μ. μ. ἐν τῇ αἰθούσῃ τοῦ Συλλόγου. Ἀντισυλλογος, Λογοδοσία κτλ. Ἐν Ἀθήναις τῇ 17 Ἰανουαρίου 1915.: [10, 1603, 248, 1709]
- memorial-1-sign-left: Ὁ Πρόεδρος Γ. Ν. ΧΑΤΖΙΔΑΚΙΣ: [500, 260, 680, 275]
- news-item-text: Ὁ Νομάρχης Ἀττικοβοιωτίας φαίνεται ἀποφασισμένος νὰ ἀπαγορεύσῃ τὴν ἐκποίησιν τῶν ἀξιωμάτων.: [1336, 596, 1594, 641]
- news-item-text: Μετὰ τὸν κ. Πρωθυπουργὸν συνεργάσθη χθὲς ὁ ὑπουργὸς τῆς Ἐμπορικῆς κ. Ῥάλλης.: [1336, 299, 1594, 329]
- memorial-3-text: Τὴν προσεχῆ Κυριακήν, (18 τρέχοντος μηνὸς Ἰανουαρίου) τελεῖται ἐν τῷ ἐνοριακῷ Ναῷ τοῦ Ἁγίου Νικολάου ἐτήσιον μνημόσυνον ὑπὲρ ἀναπαύσεως τῆς ψυχῆς τῆς ἀλησμονήτου συζύγου μου: [500, 531, 848, 591]
- news-item-text: Ὁ χορὸς τοῦ Πειραϊκοῦ θὰ γίνῃ τὸ προσεχὲς Σάββατον. Εἰς τὸ Βασιλικὸν Θέατρον δίδεται αὔριον χοροεσπερὶς ὑπὲρ τῆς Φιλοπτώχου. Ὁ χορὸς τοῦ Ὀμίλου θὰ δοθῇ τὴν 25ην τρέχοντος.: [1336, 1085, 1594, 1160]
- news-item-heading: — ΤΡΙΚΥΜΙΑ: [1423, 645, 1507, 660]
- news-item-text: Ταυτόχρονος ἐν τῷ ὕπνῳ ἔγινεν ἡ ἐκδήλωσις τοῦ Συλλόγου Παρνασσὸς ὅπου οἱ κ.κ. Παναγιώτης καὶ Ἰωάννης εἶπον λόγους περὶ τῆς ἑορτῆς.: [1336, 936, 1594, 997]
- news-item-heading: —ΧΟΡΟΙ: [1438, 1068, 1492, 1083]
- memorial-2-text-2: Παρακαλοῦμεν τοὺς συγγενεῖς καὶ φίλους, ὅπως εὐαρεστούμενοι προσέλθωσιν, ἵνα συνδεηθῶσι μεθ᾽ ἡμῶν.: [500, 397, 848, 427]
- news-item-heading: — ΣΥΝΕΡΓΑΣΙΑΙ: [1413, 282, 1517, 297]
- ad-bank-text: Πιστοποιοῦνται οἱ κομιστεῦ κτλ. ἐν τῇ αἰθούσῃ τῆς ΛΑΪΚΗΣ ΤΡΑΠΕΖΗΣ τὴν προσεχῆ Κυριακὴν 18ην τρέχοντος καὶ ὥραν 10 π. μ.: [10, 1448, 248, 1509]
- court-subheadline: ΑΙ ΣΤΡΑΤΙΩΤΙΚΑΙ ΚΑΤΑΧΡΗΣΕΙΣ: [861, 1098, 1325, 1124]
- memorial-4-name: ΣΤΥΛΙΑΝΗΣ ΑΡ. ΧΑΤΖΗΝΙΚΟΛΗ: [562, 775, 786, 791]
- council-subheadline: ΤΟΥ ΔΗΜΟΤΙΚΟΥ ΣΥΜΒΟΥΛΙΟΥ: [893, 322, 1293, 348]
- news-item-heading: —ΔΕΞΙΩΣΕΙΣ: [1423, 1001, 1507, 1016]
- newspaper-title: ΕΜΠΡΟΣ: [729, 74, 871, 99]
- ad-2-text: Ἐντελῶς νέα καὶ μὲ τιμὰς ἐκτὸς συναγωνισμοῦ: [507, 1174, 661, 1204]
- news-of-the-day-title: ΕΙΔΗΣΕΙΣ ΤΗΣ ΗΜΕΡΑΣ: [858, 100, 1328, 224]
